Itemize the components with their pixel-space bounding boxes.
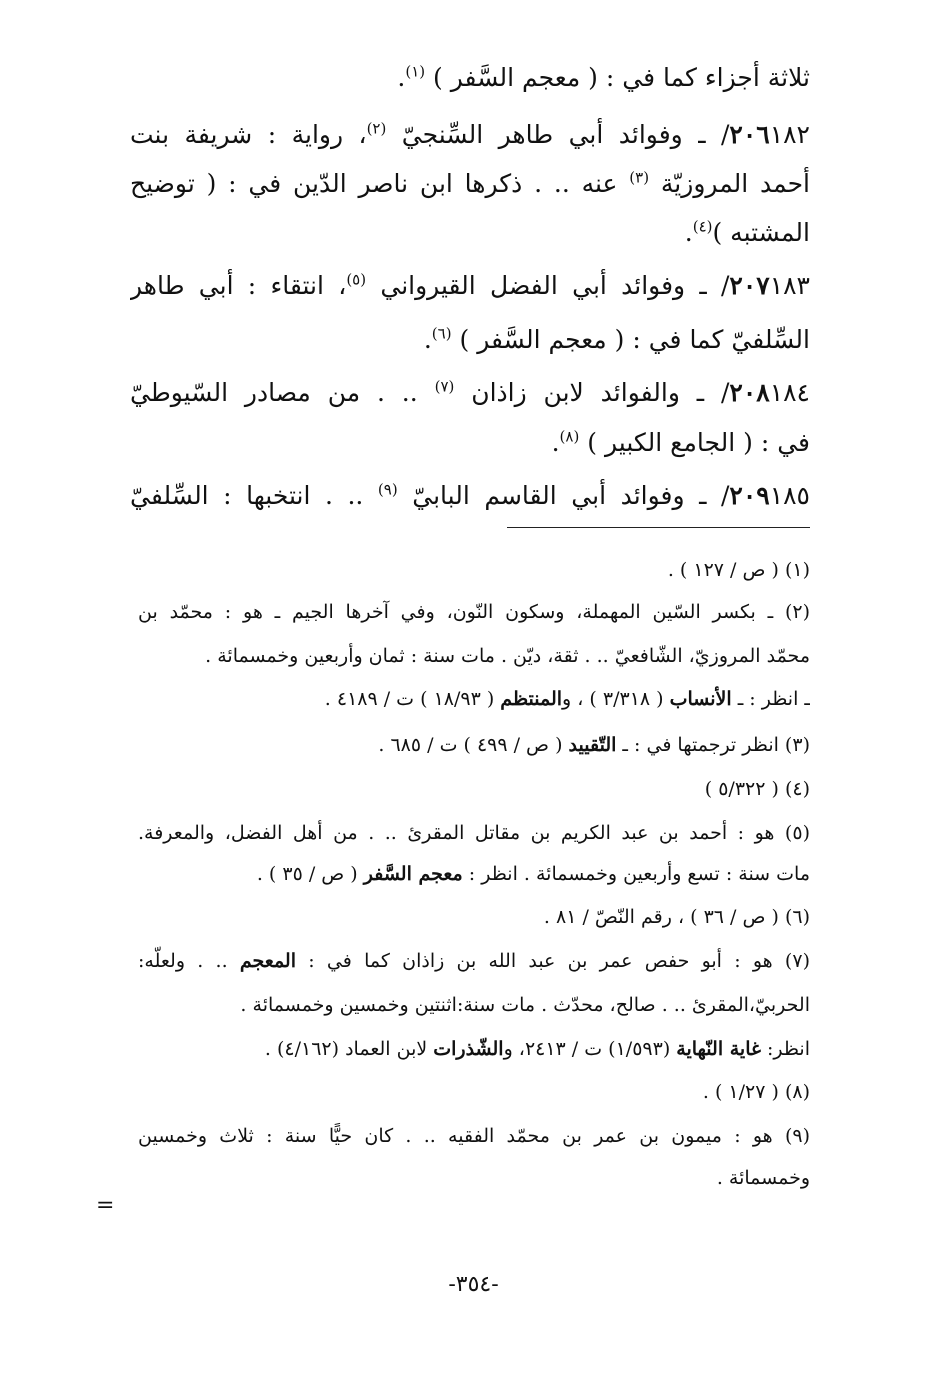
footnote-9-cont: وخمسمائة . [716, 1167, 810, 1189]
entry-209-line: ٢٠٩١٨٥/ ـ وفوائد أبي القاسم البابيّ $^{(٩)}$ .. . انتخبها : السِّلفيّ [130, 480, 810, 510]
footnote-separator [507, 527, 810, 528]
entry-207-line: ٢٠٧١٨٣/ ـ وفوائد أبي الفضل القيرواني $^{(٥)}$، انتقاء : أبي طاهر [130, 270, 810, 300]
footnote-8: (٨) ( ١/٢٧ ) . [702, 1081, 810, 1103]
entry-208-line: ٢٠٨١٨٤/ ـ والفوائد لابن زاذان $^{(٧)}$ .. . من مصادر السّيوطيّ [130, 377, 810, 407]
footnote-ref: (٨) [559, 427, 580, 446]
footnote-ref: (١) [405, 62, 426, 81]
main-text-line: السِّلفيّ كما في : ( معجم السَّفر ) $^{(٦)}$. [423, 324, 810, 354]
source-title: المنتظم [500, 688, 563, 710]
footnote-5: (٥) هو : أحمد بن عبد الكريم بن مقاتل المقرئ .. . من أهل الفضل، والمعرفة. [138, 822, 810, 844]
footnote-ref: (٢) [366, 119, 387, 138]
main-text-line: في : ( الجامع الكبير ) $^{(٨)}$. [551, 427, 810, 457]
footnote-ref: (٩) [377, 480, 398, 499]
source-title: معجم السَّفر [363, 863, 463, 885]
footnote-2: (٢) ـ بكسر السّين المهملة، وسكون النّون، وفي آخرها الجيم ـ هو : محمّد بن [138, 601, 810, 623]
footnote-2-cont: محمّد المروزيّ، الشّافعيّ .. . ثقة، ديّن . مات سنة : ثمان وأربعين وخمسمائة . [205, 645, 810, 667]
footnote-ref: (٦) [431, 324, 452, 343]
entry-number: ٢٠٨ [729, 378, 770, 407]
source-title: التّقييد [568, 734, 617, 756]
footnote-ref: (٥) [346, 270, 367, 289]
footnote-2-refs: ـ انظر : ـ الأنساب ( ٣/٣١٨ ) ، والمنتظم ( ١٨/٩٣ ) ت / ٤١٨٩ . [324, 688, 810, 710]
footnote-5-cont: مات سنة : تسع وأربعين وخمسمائة . انظر : معجم السَّفر ( ص / ٣٥ ) . [256, 863, 810, 885]
footnote-ref: (٤) [692, 217, 713, 236]
main-text-line: المشتبه )$^{(٤)}$. [684, 217, 810, 247]
source-title: غاية النّهاية [676, 1038, 761, 1060]
footnote-ref: (٣) [629, 168, 650, 187]
entry-number: ٢٠٧ [729, 271, 770, 300]
entry-number: ٢٠٦ [729, 120, 770, 149]
source-title: المعجم [239, 950, 297, 972]
footnote-7-refs: انظر: غاية النّهاية (١/٥٩٣) ت / ٢٤١٣، والشّذرات لابن العماد (٤/١٦٢) . [264, 1038, 810, 1060]
continuation-mark: = [96, 1193, 115, 1218]
footnote-9: (٩) هو : ميمون بن عمر بن محمّد الفقيه .. . كان حيًّا سنة : ثلاث وخمسين [138, 1125, 810, 1147]
source-title: الأنساب [669, 688, 732, 710]
page-number: -٣٥٤- [448, 1272, 499, 1297]
entry-206-line: ٢٠٦١٨٢/ ـ وفوائد أبي طاهر السِّنجيّ $^{(٢)}$، رواية : شريفة بنت [130, 119, 810, 149]
footnote-7: (٧) هو : أبو حفص عمر بن عبد الله بن زاذان كما في : المعجم .. . ولعلّه: [138, 950, 810, 972]
footnote-7-cont: الحربيّ،المقرئ .. . صالح، محدّث . مات سنة:اثنتين وخمسين وخمسمائة . [240, 994, 810, 1016]
main-text-line: أحمد المروزيّة $^{(٣)}$ عنه .. . ذكرها ابن ناصر الدّين في : ( توضيح [130, 168, 810, 198]
footnote-1: (١) ( ص / ١٢٧ ) . [667, 559, 810, 581]
footnote-4: (٤) ( ٥/٣٢٢ ) [704, 778, 810, 800]
entry-number: ٢٠٩ [729, 481, 770, 510]
footnote-6: (٦) ( ص / ٣٦ ) ، رقم النّصّ / ٨١ . [543, 906, 810, 928]
source-title: الشّذرات [433, 1038, 504, 1060]
footnote-3: (٣) انظر ترجمتها في : ـ التّقييد ( ص / ٤٩٩ ) ت / ٦٨٥ . [378, 734, 810, 756]
main-text-line: ثلاثة أجزاء كما في : ( معجم السَّفر ) $^{(١)}$. [397, 62, 810, 92]
footnote-ref: (٧) [434, 377, 455, 396]
